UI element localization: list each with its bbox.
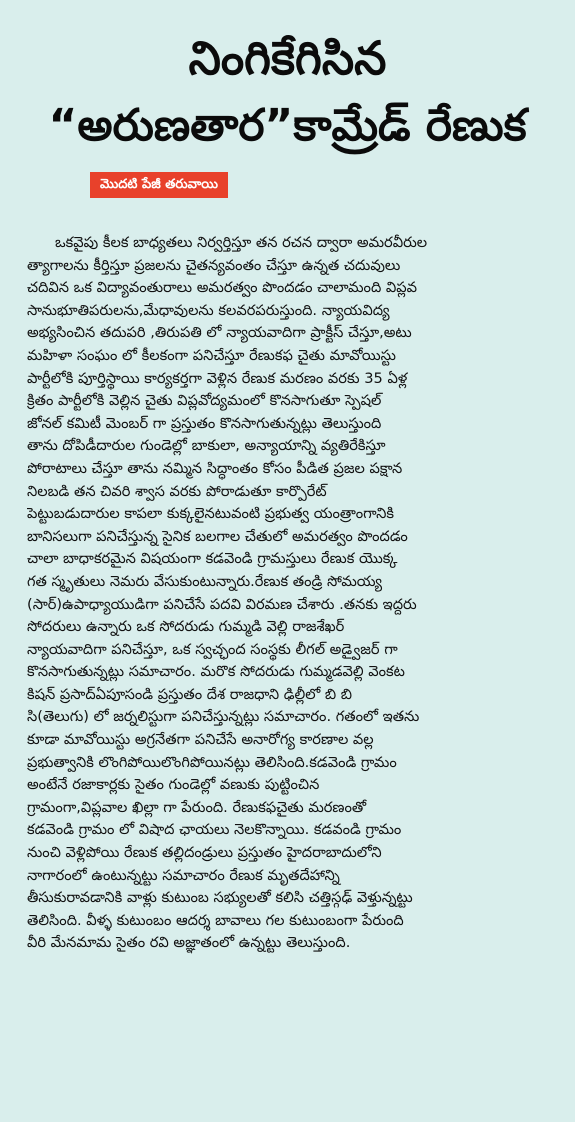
article-line: ఒకవైపు కీలక బాధ్యతలు నిర్వర్తిస్తూ తన రచన ద్వారా అమరవీరుల (55, 234, 428, 251)
article-line: తాను దోపిడీదారుల గుండెల్లో బాకులా, అన్యాయాన్ని వ్యతిరేకిస్తూ (27, 437, 386, 455)
article-line: ప్రభుత్వానికి లొంగిపోయిలొంగిపోయినట్లు తెలిసింది.కడవెండి గ్రామం (27, 753, 397, 771)
article-line: న్యాయవాదిగా పనిచేస్తూ, ఒక స్వచ్ఛంద సంస్థకు లీగల్ అడ్వైజర్ గా (27, 640, 398, 658)
article-line: వీరి మేనమామ సైతం రవి అజ్ఞాతంలో ఉన్నట్టు తెలుస్తుంది. (27, 934, 351, 952)
article-line: క్రితం పార్టీలోకి వెల్లిన చైతు విప్లవోద్యమంలో కొనసాగుతూ స్పెషల్ (27, 392, 382, 410)
article-line: త్యాగాలను కీర్తిస్తూ ప్రజలను చైతన్యవంతం చేస్తూ ఉన్నత చదువులు (27, 256, 401, 274)
cut-off-text-fragment (100, 1114, 460, 1122)
article-line: పార్టీలోకి పూర్తిస్థాయి కార్యకర్తగా వెళ్లిన రేణుక మరణం వరకు 35 ఏళ్ల (27, 369, 408, 387)
article-line: నాగారంలో ఉంటున్నట్టు సమాచారం రేణుక మృతదేహాన్ని (27, 866, 340, 884)
article-line: సి(తెలుగు) లో జర్నలిస్టుగా పనిచేస్తున్నట్లు సమాచారం. గతంలో ఇతను (27, 708, 420, 726)
article-line: సోదరులు ఉన్నారు ఒక సోదరుడు గుమ్మడి వెల్లి రాజశేఖర్ (27, 618, 345, 636)
article-line: అంటేనే రజాకార్లకు సైతం గుండెల్లో వణుకు పుట్టించిన (27, 776, 320, 794)
article-line: (సార్)ఉపాధ్యాయుడిగా పనిచేసే పదవి విరమణ చేశారు .తనకు ఇద్దరు (27, 595, 417, 613)
article-line: అభ్యసించిన తదుపరి ,తిరుపతి లో న్యాయవాదిగా ప్రాక్టీస్ చేస్తూ,అటు (27, 324, 412, 342)
continuation-tag: మొదటి పేజీ తరువాయి (90, 172, 228, 198)
article-line: కూడా మావోయిస్టు అగ్రనేతగా పనిచేసే అనారోగ్య కారణాల వల్ల (27, 731, 374, 749)
article-line: సానుభూతిపరులను,మేధావులను కలవరపరుస్తుంది. న్యాయవిద్య (27, 301, 390, 319)
article-line: మహిళా సంఘం లో కీలకంగా పనిచేస్తూ రేణుకఫ చైతు మావోయిస్టు (27, 346, 396, 364)
article-line: తెలిసింది. వీళ్ళ కుటుంబం ఆదర్శ బావాలు గల కుటుంబంగా పేరుంది (27, 911, 404, 929)
article-line: నుంచి వెళ్లిపోయి రేణుక తల్లిదండ్రులు ప్రస్తుతం హైదరాబాదులోని (27, 844, 382, 862)
article-line: కడవెండి గ్రామం లో విషాద ఛాయలు నెలకొన్నాయి. కడవండి గ్రామం (27, 821, 402, 839)
article-line: కొనసాగుతున్నట్లు సమాచారం. మరొక సోదరుడు గుమ్మడవెల్లి వెంకట (27, 663, 405, 681)
article-line: కిషన్ ప్రసాద్ఏపూసండి ప్రస్తుతం దేశ రాజధాని ఢిల్లీలో బి బి (27, 685, 353, 703)
article-line: గ్రామంగా,విప్లవాల ఖిల్లా గా పేరుంది. రేణుకఫచైతు మరణంతో (27, 798, 367, 816)
article-line: చదివిన ఒక విద్యావంతురాలు అమరత్వం పొందడం చాలామంది విప్లవ (27, 279, 418, 297)
article-line: బానిసలుగా పనిచేస్తున్న సైనిక బలగాల చేతులో అమరత్వం పొందడం (27, 527, 408, 545)
headline-line-2: “అరుణతార”కామ్రేడ్ రేణుక (48, 100, 527, 151)
article-line: జోనల్ కమిటీ మెంబర్ గా ప్రస్తుతం కొనసాగుతున్నట్లు తెలుస్తుంది (27, 414, 382, 432)
article-line: తీసుకురావడానికి వాళ్లు కుటుంబ సభ్యులతో కలిసి చత్తిస్గఢ్ వెళ్తున్నట్టు (27, 889, 413, 907)
article-line: చాలా బాధాకరమైన విషయంగా కడవెండి గ్రామస్తులు రేణుక యొక్క (27, 550, 398, 568)
article-line: నిలబడి తన చివరి శ్వాస వరకు పోరాడుతూ కార్పొరేట్ (27, 482, 327, 500)
article-line: గత స్మృతులు నెమరు వేసుకుంటున్నారు.రేణుక తండ్రి సోమయ్య (27, 572, 383, 590)
article-line: పెట్టుబడుదారుల కాపలా కుక్కలైనటువంటి ప్రభుత్వ యంత్రాంగానికి (27, 505, 394, 523)
article-body (27, 232, 549, 955)
headline-line-1: నింగికేగిసిన (188, 31, 387, 85)
article-line: పోరాటాలు చేస్తూ తాను నమ్మిన సిద్ధాంతం కోసం పీడిత ప్రజల పక్షాన (27, 459, 403, 477)
